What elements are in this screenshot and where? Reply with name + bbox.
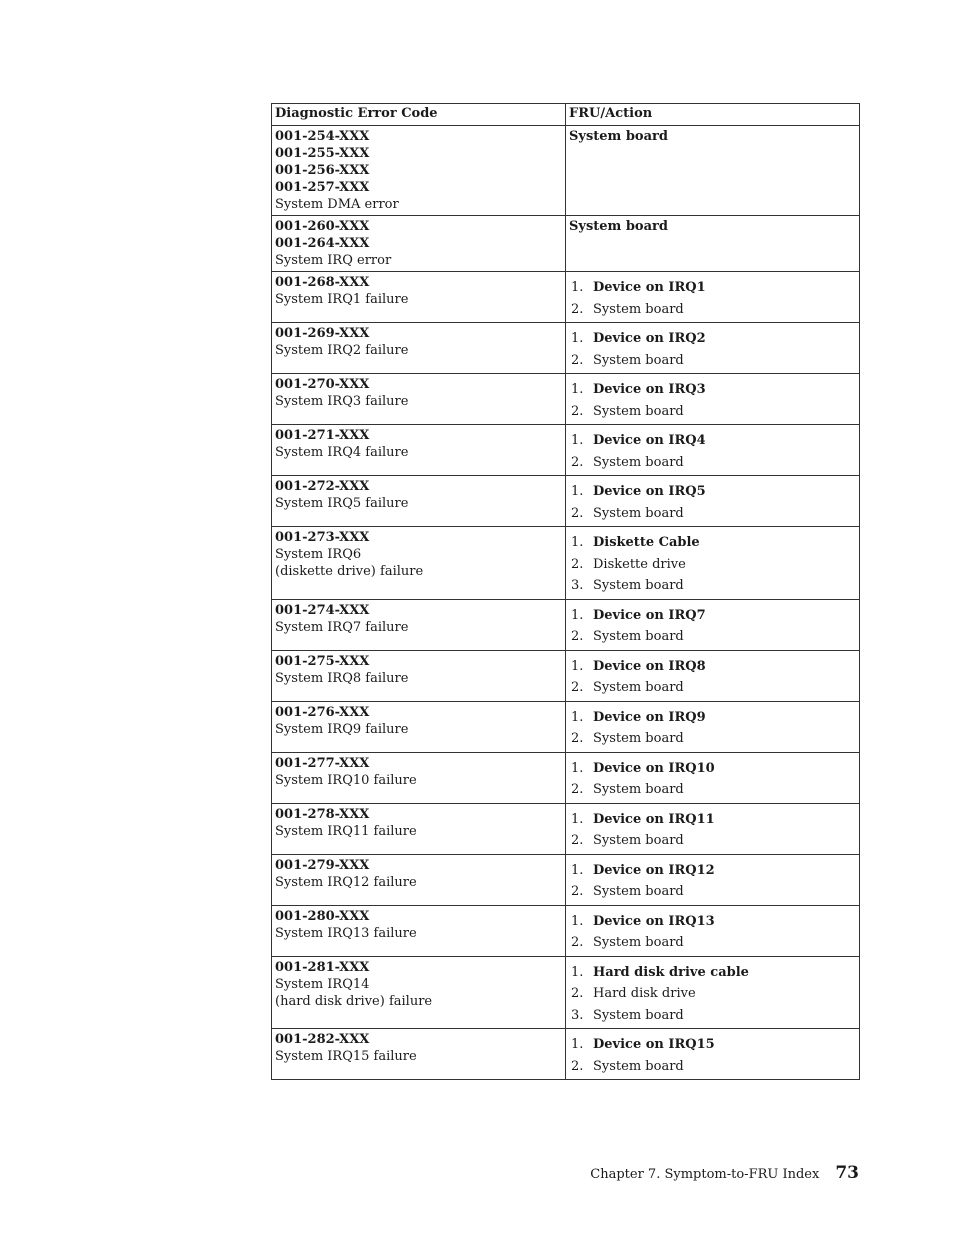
fru-action: System board	[593, 833, 684, 848]
table-row	[272, 956, 860, 1029]
error-code: 001-254-XXX	[275, 129, 370, 144]
fru-action: System board	[593, 301, 684, 317]
error-description: System IRQ10 failure	[275, 772, 417, 788]
table-row	[272, 752, 860, 803]
fru-action-list	[569, 911, 856, 954]
list-item	[569, 328, 856, 350]
list-item	[569, 881, 856, 903]
error-code-cell	[272, 323, 566, 374]
error-code-cell	[272, 476, 566, 527]
fru-action-cell	[566, 374, 860, 425]
page-footer	[590, 1163, 859, 1183]
error-code: 001-281-XXX	[275, 959, 370, 975]
list-item-number: 1.	[571, 484, 584, 499]
fru-action-cell	[566, 650, 860, 701]
error-description: System IRQ14	[275, 976, 370, 992]
table-row	[272, 216, 860, 272]
error-description: System IRQ15 failure	[275, 1049, 417, 1064]
fru-action-list	[569, 277, 856, 320]
fru-action: Device on IRQ9	[593, 709, 706, 725]
fru-action: Device on IRQ13	[593, 913, 715, 929]
list-item-number: 1.	[571, 535, 584, 550]
error-code: 001-270-XXX	[275, 377, 370, 392]
list-item-number: 1.	[571, 433, 584, 448]
fru-action-list	[569, 809, 856, 852]
list-item	[569, 677, 856, 699]
list-item	[569, 932, 856, 954]
fru-action: Diskette drive	[593, 556, 686, 572]
table-row	[272, 701, 860, 752]
list-item	[569, 532, 856, 554]
list-item-number: 2.	[571, 403, 584, 419]
fru-action-cell	[566, 803, 860, 854]
fru-action-cell	[566, 425, 860, 476]
fru-action: System board	[569, 129, 668, 144]
fru-action-cell	[566, 956, 860, 1029]
fru-action: System board	[593, 629, 684, 644]
fru-action: System board	[593, 1007, 684, 1023]
table-row	[272, 425, 860, 476]
list-item	[569, 860, 856, 882]
list-item	[569, 830, 856, 852]
error-description: System IRQ9 failure	[275, 721, 409, 737]
fru-action: Device on IRQ1	[593, 280, 706, 295]
list-item	[569, 962, 856, 984]
list-item-number: 2.	[571, 454, 584, 470]
fru-action-list	[569, 1034, 856, 1077]
list-item	[569, 299, 856, 321]
list-item-number: 1.	[571, 964, 584, 980]
error-code-cell	[272, 272, 566, 323]
error-code-cell	[272, 701, 566, 752]
error-code: 001-276-XXX	[275, 704, 370, 720]
fru-action-cell	[566, 752, 860, 803]
error-description: System IRQ error	[275, 253, 392, 268]
list-item-number: 2.	[571, 884, 584, 899]
fru-action-cell	[566, 527, 860, 600]
table-row	[272, 323, 860, 374]
error-description: (diskette drive) failure	[275, 564, 424, 579]
fru-action: System board	[593, 731, 684, 746]
list-item-number: 2.	[571, 833, 584, 848]
fru-action-list	[569, 962, 856, 1027]
list-item-number: 1.	[571, 607, 584, 623]
fru-action: Hard disk drive	[593, 986, 696, 1001]
list-item-number: 2.	[571, 782, 584, 797]
fru-action: System board	[593, 782, 684, 797]
error-code-cell	[272, 854, 566, 905]
table-row	[272, 803, 860, 854]
fru-action-list	[569, 860, 856, 903]
list-item-number: 2.	[571, 731, 584, 746]
list-item	[569, 430, 856, 452]
table-row	[272, 599, 860, 650]
table-row	[272, 650, 860, 701]
list-item-number: 2.	[571, 680, 584, 695]
error-code: 001-277-XXX	[275, 755, 370, 771]
page-number: 73	[835, 1163, 859, 1183]
list-item-number: 2.	[571, 986, 584, 1001]
error-description: System IRQ6	[275, 547, 362, 562]
error-code-cell	[272, 216, 566, 272]
fru-action-list	[569, 328, 856, 371]
error-description: System IRQ2 failure	[275, 343, 409, 358]
header-row	[272, 104, 860, 126]
error-code: 001-279-XXX	[275, 857, 370, 873]
list-item-number: 1.	[571, 709, 584, 725]
list-item	[569, 1056, 856, 1078]
list-item	[569, 379, 856, 401]
list-item-number: 1.	[571, 331, 584, 346]
fru-action-list	[569, 656, 856, 699]
fru-action: Device on IRQ12	[593, 862, 715, 878]
fru-action-cell	[566, 216, 860, 272]
error-description: System IRQ13 failure	[275, 925, 417, 941]
list-item-number: 1.	[571, 913, 584, 929]
fru-action-cell	[566, 323, 860, 374]
error-code-cell	[272, 527, 566, 600]
chapter-title: Chapter 7. Symptom-to-FRU Index	[590, 1167, 820, 1182]
list-item	[569, 350, 856, 372]
list-item-number: 2.	[571, 556, 584, 572]
fru-action: System board	[593, 352, 684, 368]
list-item-number: 1.	[571, 811, 584, 827]
list-item	[569, 758, 856, 780]
error-code: 001-255-XXX	[275, 146, 370, 161]
list-item	[569, 503, 856, 525]
fru-action-cell	[566, 476, 860, 527]
error-code-cell	[272, 1029, 566, 1080]
fru-action: System board	[569, 219, 668, 234]
error-code-cell	[272, 126, 566, 216]
error-code: 001-280-XXX	[275, 908, 370, 924]
list-item-number: 2.	[571, 505, 584, 521]
error-code-cell	[272, 803, 566, 854]
error-code: 001-256-XXX	[275, 163, 370, 178]
error-description: System IRQ12 failure	[275, 874, 417, 890]
list-item	[569, 554, 856, 576]
error-description: System DMA error	[275, 197, 399, 212]
fru-action: System board	[593, 884, 684, 899]
list-item	[569, 575, 856, 597]
error-code-cell	[272, 905, 566, 956]
list-item	[569, 401, 856, 423]
error-description: System IRQ5 failure	[275, 496, 409, 511]
error-code: 001-272-XXX	[275, 479, 370, 494]
table-row	[272, 1029, 860, 1080]
error-code: 001-275-XXX	[275, 653, 370, 669]
fru-action: System board	[593, 935, 684, 950]
list-item-number: 1.	[571, 1037, 584, 1052]
fru-action: Device on IRQ5	[593, 484, 706, 499]
fru-action: System board	[593, 578, 684, 593]
fru-action-cell	[566, 1029, 860, 1080]
list-item	[569, 605, 856, 627]
fru-action-cell	[566, 599, 860, 650]
fru-action: System board	[593, 1058, 684, 1074]
list-item-number: 1.	[571, 280, 584, 295]
column-header-error-code: Diagnostic Error Code	[272, 104, 566, 126]
list-item-number: 3.	[571, 578, 584, 593]
list-item-number: 3.	[571, 1007, 584, 1023]
list-item	[569, 1034, 856, 1056]
error-description: System IRQ11 failure	[275, 823, 417, 839]
error-code-cell	[272, 599, 566, 650]
list-item	[569, 452, 856, 474]
error-code: 001-257-XXX	[275, 180, 370, 195]
list-item-number: 1.	[571, 862, 584, 878]
error-description: System IRQ4 failure	[275, 445, 409, 460]
list-item	[569, 656, 856, 678]
fru-action-cell	[566, 905, 860, 956]
table-row	[272, 126, 860, 216]
error-code: 001-271-XXX	[275, 428, 370, 443]
list-item	[569, 1005, 856, 1027]
list-item	[569, 809, 856, 831]
error-description: System IRQ8 failure	[275, 670, 409, 686]
fru-action: Device on IRQ11	[593, 811, 715, 827]
error-description: System IRQ1 failure	[275, 292, 409, 307]
list-item	[569, 779, 856, 801]
list-item-number: 2.	[571, 629, 584, 644]
list-item	[569, 626, 856, 648]
error-code: 001-264-XXX	[275, 236, 370, 251]
error-code-cell	[272, 650, 566, 701]
table-row	[272, 527, 860, 600]
fru-action-cell	[566, 126, 860, 216]
fru-action-cell	[566, 701, 860, 752]
fru-action: Device on IRQ10	[593, 760, 715, 776]
error-code: 001-260-XXX	[275, 219, 370, 234]
fru-action: Device on IRQ2	[593, 331, 706, 346]
list-item-number: 2.	[571, 352, 584, 368]
table-row	[272, 272, 860, 323]
fru-action-list	[569, 481, 856, 524]
fru-action: Device on IRQ3	[593, 382, 706, 397]
error-code: 001-268-XXX	[275, 275, 370, 290]
error-code: 001-282-XXX	[275, 1032, 370, 1047]
error-description: System IRQ3 failure	[275, 394, 409, 409]
table-row	[272, 905, 860, 956]
list-item	[569, 277, 856, 299]
fru-action-list	[569, 430, 856, 473]
fru-action: System board	[593, 403, 684, 419]
fru-action: Device on IRQ4	[593, 433, 706, 448]
fru-action-cell	[566, 272, 860, 323]
fru-action-list	[569, 758, 856, 801]
fru-action-list	[569, 707, 856, 750]
fru-action: Device on IRQ7	[593, 607, 706, 623]
error-code: 001-269-XXX	[275, 326, 370, 341]
list-item-number: 1.	[571, 382, 584, 397]
list-item-number: 2.	[571, 935, 584, 950]
column-header-fru-action: FRU/Action	[566, 104, 860, 126]
error-code-cell	[272, 752, 566, 803]
diagnostic-error-table	[271, 103, 860, 1080]
fru-action-cell	[566, 854, 860, 905]
list-item	[569, 983, 856, 1005]
fru-action: System board	[593, 680, 684, 695]
list-item	[569, 707, 856, 729]
list-item-number: 1.	[571, 658, 584, 674]
error-code: 001-273-XXX	[275, 530, 370, 545]
error-description: (hard disk drive) failure	[275, 993, 433, 1009]
list-item	[569, 481, 856, 503]
table-row	[272, 854, 860, 905]
table-row	[272, 476, 860, 527]
fru-action-list	[569, 532, 856, 597]
fru-action-list	[569, 379, 856, 422]
table-body	[272, 126, 860, 1080]
fru-action-list	[569, 605, 856, 648]
error-code: 001-274-XXX	[275, 602, 370, 618]
error-code: 001-278-XXX	[275, 806, 370, 822]
list-item	[569, 728, 856, 750]
error-description: System IRQ7 failure	[275, 619, 409, 635]
fru-action: Device on IRQ15	[593, 1037, 715, 1052]
error-code-cell	[272, 956, 566, 1029]
fru-action: Hard disk drive cable	[593, 964, 749, 980]
list-item-number: 2.	[571, 301, 584, 317]
table-row	[272, 374, 860, 425]
fru-action: Device on IRQ8	[593, 658, 706, 674]
list-item	[569, 911, 856, 933]
fru-action: System board	[593, 454, 684, 470]
fru-action: Diskette Cable	[593, 535, 700, 550]
fru-action: System board	[593, 505, 684, 521]
list-item-number: 1.	[571, 760, 584, 776]
list-item-number: 2.	[571, 1058, 584, 1074]
error-code-cell	[272, 374, 566, 425]
error-code-cell	[272, 425, 566, 476]
table-header	[272, 104, 860, 126]
